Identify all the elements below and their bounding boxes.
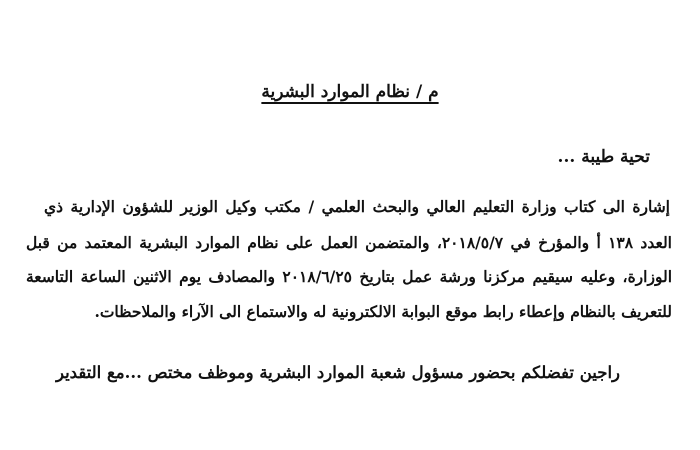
subject-text: م / نظام الموارد البشرية <box>261 82 439 102</box>
body-line-4: للتعريف بالنظام وإعطاء رابط موقع البوابة الالكترونية له والاستماع الى الآراء والملاحظات. <box>94 302 672 321</box>
body-line-2: العدد ١٣٨ أ والمؤرخ في ٢٠١٨/٥/٧، والمتضمن العمل على نظام الموارد البشرية المعتمد من قبل <box>26 233 672 252</box>
body-line-3: الوزارة، وعليه سيقيم مركزنا ورشة عمل بتاريخ ٢٠١٨/٦/٢٥ والمصادف يوم الاثنين الساعة التاسعة <box>26 267 672 286</box>
document-subject <box>0 82 700 102</box>
body-line-1: إشارة الى كتاب وزارة التعليم العالي والبحث العلمي / مكتب وكيل الوزير للشؤون الإدارية ذي <box>44 197 670 216</box>
greeting-line: تحية طيبة ... <box>557 147 650 167</box>
closing-line: راجين تفضلكم بحضور مسؤول شعبة الموارد البشرية وموظف مختص ...مع التقدير <box>55 363 620 382</box>
